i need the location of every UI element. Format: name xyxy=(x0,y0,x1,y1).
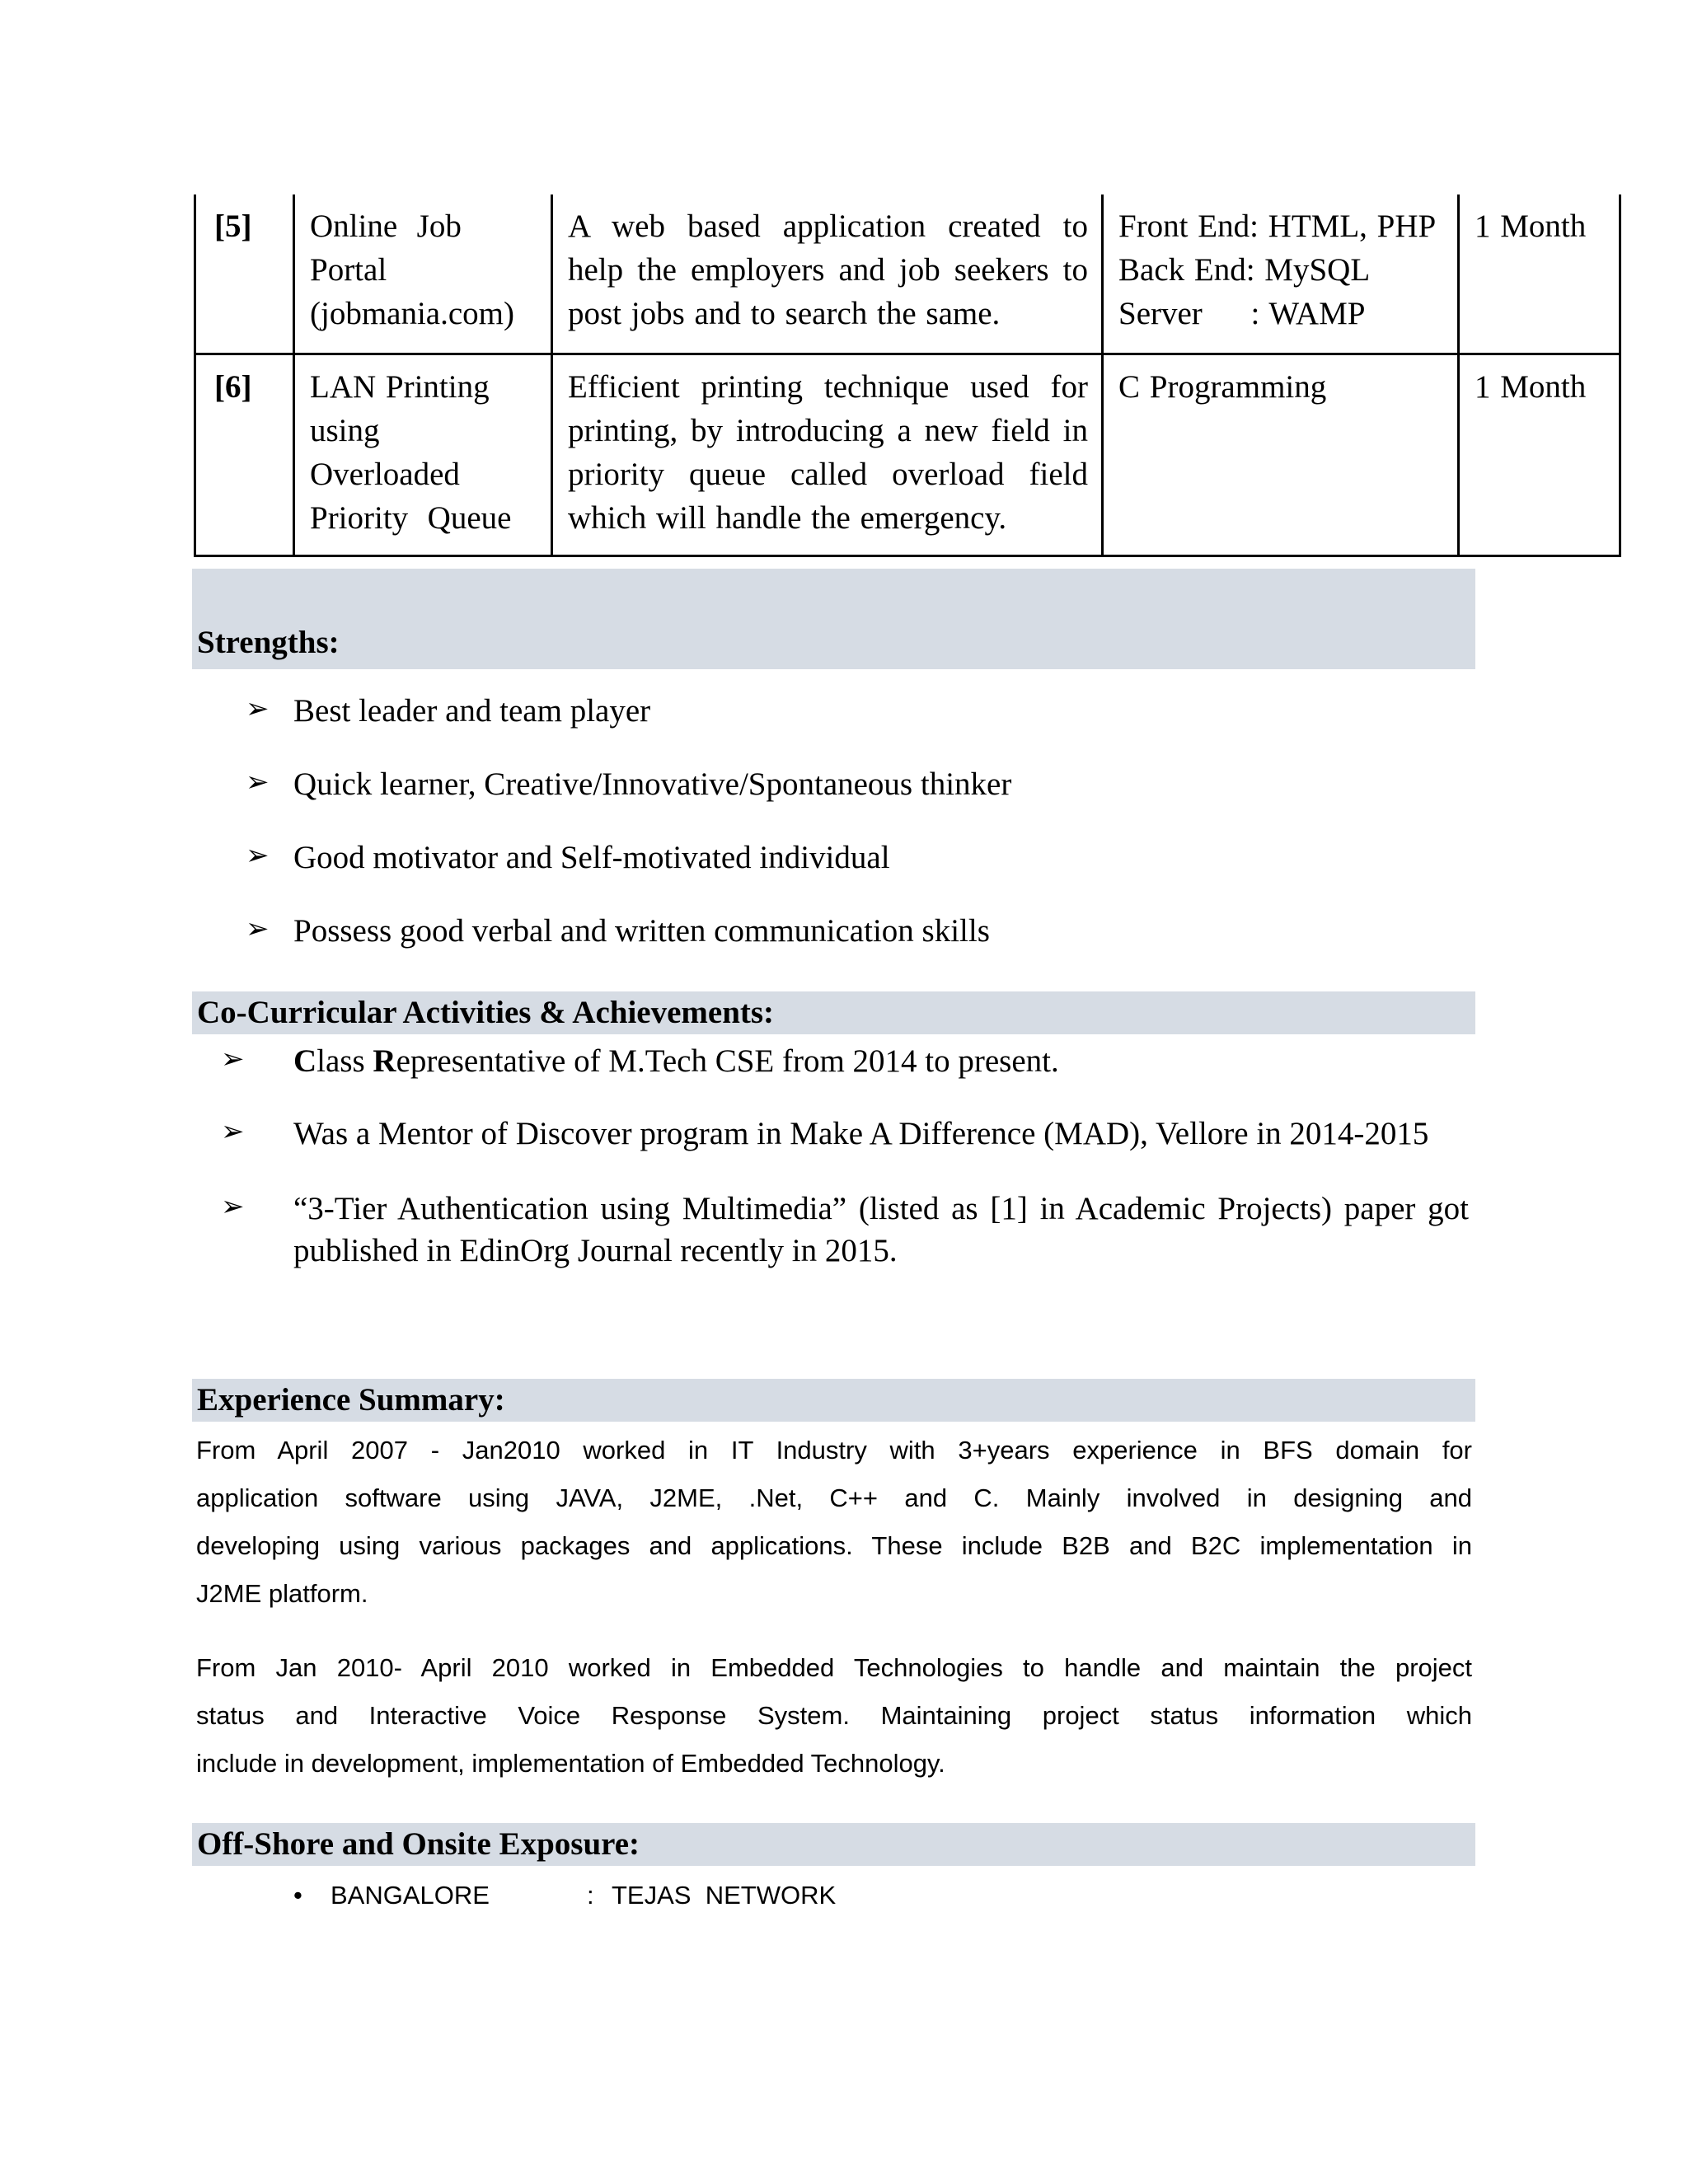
experience-paragraph-2: From Jan 2010- April 2010 worked in Embedded Technologies to handle and maintain the project status and Interactive Voice Response System. Maintaining project status information which include in development, implementation of Embedded Technology. xyxy=(196,1653,1472,1778)
section-heading: Experience Summary: xyxy=(197,1382,505,1418)
project-description: A web based application created to help the employers and job seekers to post jobs and to search the same. xyxy=(552,194,1103,354)
project-duration: 1 Month xyxy=(1459,354,1620,555)
bullet-dot-icon: • xyxy=(293,1881,302,1910)
project-technology: C Programming xyxy=(1103,354,1459,555)
arrow-bullet-icon: ➢ xyxy=(246,692,270,725)
project-title: LAN Printing using Overloaded Priority Queue xyxy=(294,354,552,555)
project-duration: 1 Month xyxy=(1459,194,1620,354)
section-heading: Off-Shore and Onsite Exposure: xyxy=(197,1826,640,1862)
table-row xyxy=(195,354,1620,555)
section-heading: Co-Curricular Activities & Achievements: xyxy=(197,995,775,1030)
arrow-bullet-icon: ➢ xyxy=(221,1115,245,1148)
location: BANGALORE xyxy=(331,1881,490,1910)
cocurricular-heading-bar xyxy=(192,991,1475,1034)
offshore-heading-bar xyxy=(192,1823,1475,1866)
strengths-heading-bar xyxy=(192,569,1475,669)
project-technology: Front End: HTML, PHP Back End: MySQL Server : WAMP xyxy=(1103,194,1459,354)
arrow-bullet-icon: ➢ xyxy=(246,839,270,872)
arrow-bullet-icon: ➢ xyxy=(221,1043,245,1076)
project-number: [6] xyxy=(195,354,294,555)
arrow-bullet-icon: ➢ xyxy=(246,766,270,799)
separator: : xyxy=(587,1881,594,1910)
project-title: Online Job Portal (jobmania.com) xyxy=(294,194,552,354)
project-number: [5] xyxy=(195,194,294,354)
section-heading: Strengths: xyxy=(197,625,340,660)
list-item xyxy=(0,1876,1688,1915)
offshore-list xyxy=(0,1876,1688,1915)
table-row xyxy=(195,194,1620,354)
arrow-bullet-icon: ➢ xyxy=(246,912,270,945)
experience-paragraph-1: From April 2007 - Jan2010 worked in IT Industry with 3+years experience in BFS domain for application software using JAVA, J2ME, .Net, C++ and C. Mainly involved in designing and developing using various packages and applications. These include B2B and B2C implementation in J2ME platform. xyxy=(196,1436,1472,1608)
experience-heading-bar xyxy=(192,1379,1475,1422)
projects-table xyxy=(194,194,1621,557)
arrow-bullet-icon: ➢ xyxy=(221,1190,245,1223)
project-description: Efficient printing technique used for printing, by introducing a new field in priority queue called overload field which will handle the emergency. xyxy=(552,354,1103,555)
company: TEJAS NETWORK xyxy=(612,1881,837,1910)
